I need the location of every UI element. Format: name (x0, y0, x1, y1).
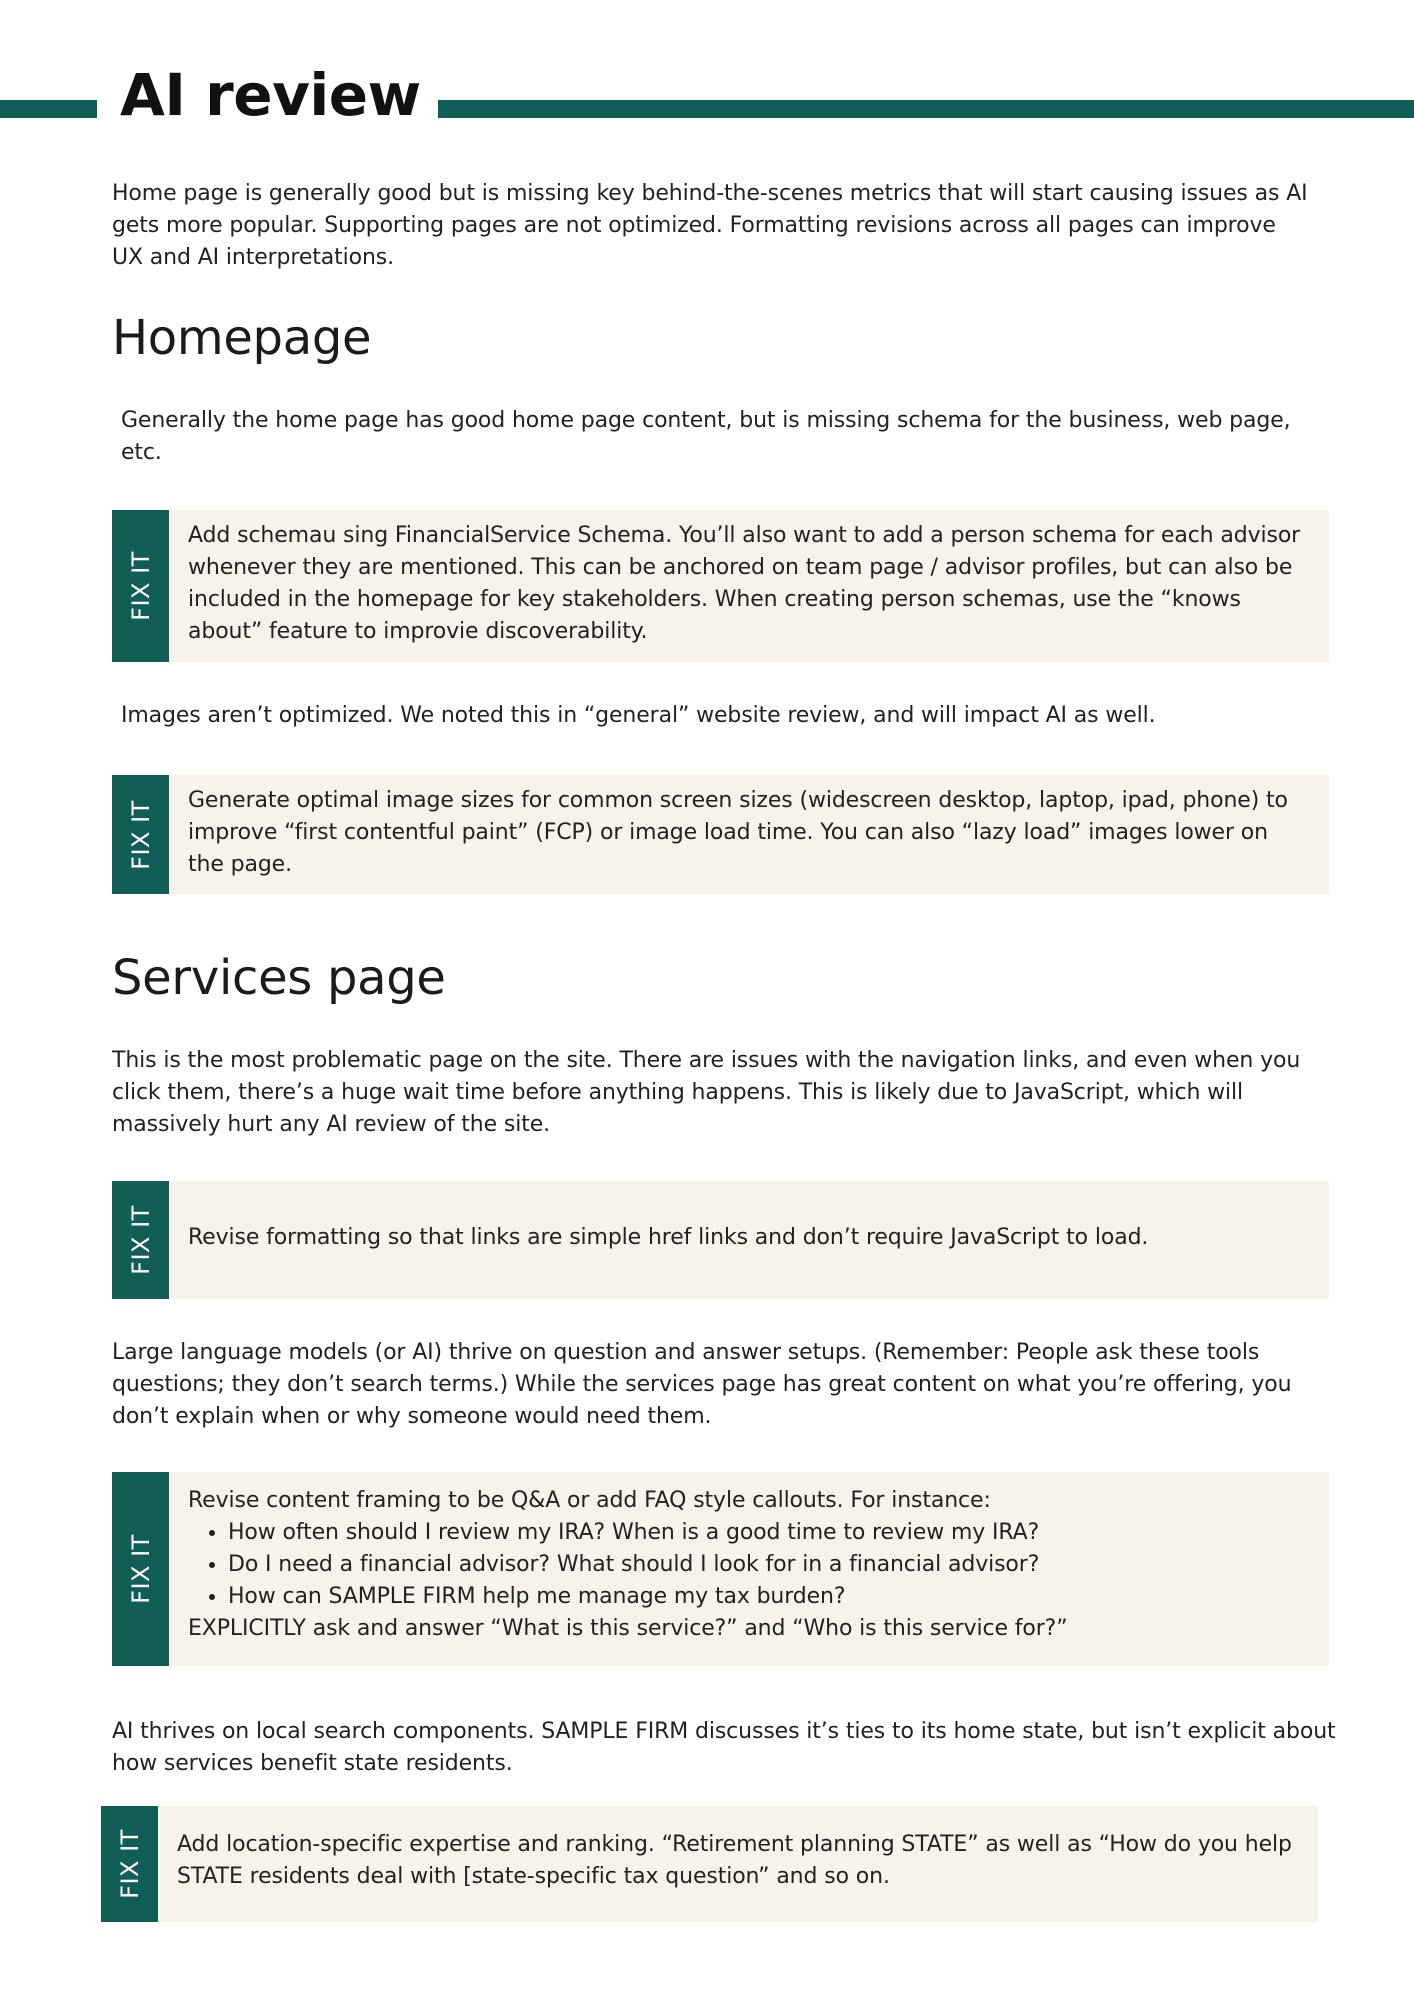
fix-it-label: FIX IT (126, 799, 155, 870)
fix-it-label: FIX IT (126, 551, 155, 621)
homepage-heading: Homepage (112, 310, 372, 366)
faq-example-item: • How can SAMPLE FIRM help me manage my tax burden? (228, 1581, 1307, 1613)
fix-it-tab (112, 510, 169, 662)
fix-it-outro: EXPLICITLY ask and answer “What is this service?” and “Who is this service for?” (188, 1616, 1068, 1641)
fix-it-intro: Revise content framing to be Q&A or add FAQ style callouts. For instance: (188, 1488, 991, 1513)
services-summary: This is the most problematic page on the site. There are issues with the navigation links, and even when you click them, there’s a huge wait time before anything happens. This is likely due to JavaScript, which will massively hurt any AI review of the site. (112, 1048, 1301, 1137)
services-llm-note: Large language models (or AI) thrive on question and answer setups. (Remember: People ask these tools questions; they don’t search terms.) While the services page has great content on what you’re offering, you don’t explain when or why someone would need them. (112, 1340, 1292, 1429)
homepage-fix-callout-images (112, 775, 1329, 894)
fix-it-content (188, 1222, 1307, 1289)
fix-it-content (188, 1485, 1307, 1656)
fix-it-text: Add schemau sing FinancialService Schema. You’ll also want to add a person schema for each advisor whenever they are mentioned. This can be anchored on team page / advisor profiles, but can also be included in the homepage for key stakeholders. When creating person schemas, use the “knows about” feature to improvie discoverability. (188, 523, 1301, 644)
services-fix-callout-local (101, 1806, 1318, 1922)
page-title: AI review (120, 61, 421, 129)
intro-paragraph: Home page is generally good but is missing key behind-the-scenes metrics that will start causing issues as AI gets more popular. Supporting pages are not optimized. Formatting revisions across all pages can improve UX and AI interpretations. (112, 181, 1308, 270)
fix-it-content (188, 520, 1307, 652)
faq-example-list (188, 1517, 1307, 1613)
services-fix-callout-qa (112, 1472, 1329, 1666)
fix-it-content (177, 1829, 1296, 1912)
fix-it-tab (101, 1806, 158, 1922)
fix-it-label: FIX IT (115, 1829, 144, 1899)
title-accent-bar-left (0, 100, 97, 118)
homepage-summary: Generally the home page has good home page content, but is missing schema for the business, web page, etc. (121, 408, 1291, 465)
services-local-note: AI thrives on local search components. SAMPLE FIRM discusses it’s ties to its home state, but isn’t explicit about how services benefit state residents. (112, 1719, 1336, 1776)
title-accent-bar-right (438, 100, 1414, 118)
fix-it-text: Revise formatting so that links are simple href links and don’t require JavaScript to load. (188, 1225, 1149, 1250)
fix-it-text: Add location-specific expertise and ranking. “Retirement planning STATE” as well as “How do you help STATE residents deal with [state-specific tax question” and so on. (177, 1832, 1292, 1889)
homepage-fix-callout-schema (112, 510, 1329, 662)
fix-it-content (188, 785, 1307, 884)
fix-it-tab (112, 1181, 169, 1299)
fix-it-label: FIX IT (126, 1205, 155, 1275)
fix-it-label: FIX IT (126, 1534, 155, 1604)
services-fix-callout-links (112, 1181, 1329, 1299)
fix-it-tab (112, 1472, 169, 1666)
page-title-row (0, 58, 1414, 158)
fix-it-text: Generate optimal image sizes for common screen sizes (widescreen desktop, laptop, ipad, phone) to improve “first contentful paint” (FCP) or image load time. You can also “lazy load” images lower on the page. (188, 788, 1288, 877)
services-heading: Services page (112, 950, 446, 1006)
faq-example-item: • How often should I review my IRA? When is a good time to review my IRA? (228, 1517, 1307, 1549)
homepage-images-note: Images aren’t optimized. We noted this in “general” website review, and will impact AI as well. (121, 703, 1156, 728)
fix-it-tab (112, 775, 169, 894)
faq-example-item: • Do I need a financial advisor? What should I look for in a financial advisor? (228, 1549, 1307, 1581)
